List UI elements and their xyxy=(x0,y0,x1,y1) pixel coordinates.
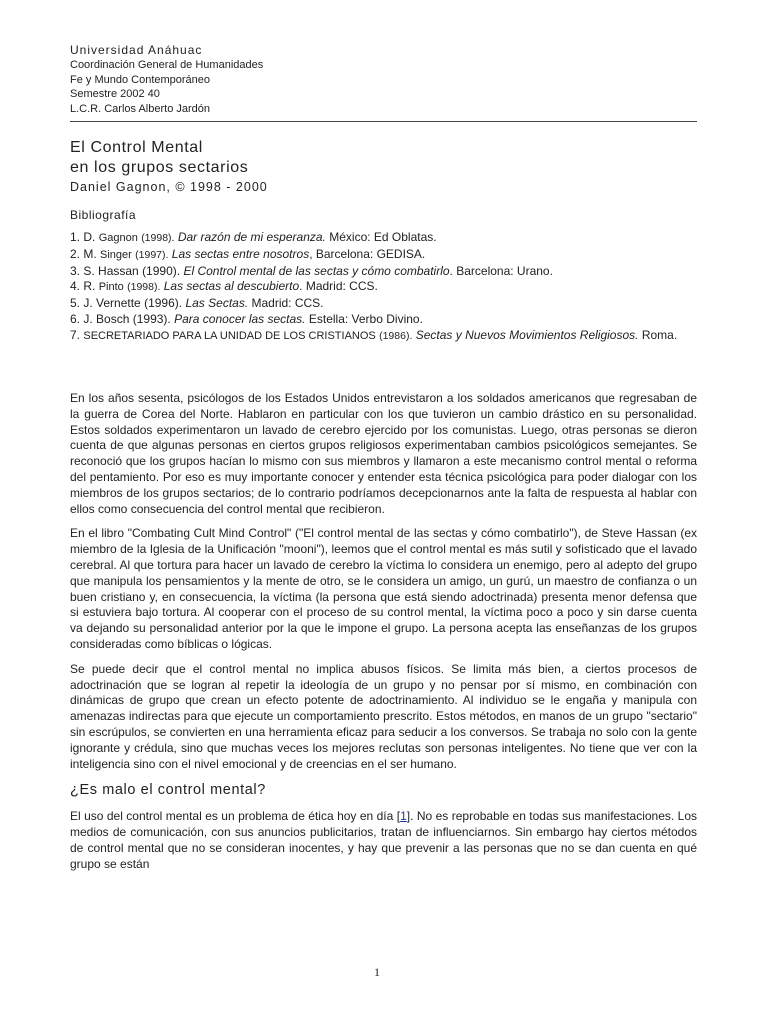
header-line: Semestre 2002 40 xyxy=(70,88,160,101)
bibliography-item: 5. J. Vernette (1996). Las Sectas. Madrid: CCS. xyxy=(70,296,324,311)
paragraph: Se puede decir que el control mental no implica abusos físicos. Se limita más bien, a ciertos procesos de adoctrinación que se logran al repetir la ideología de un grupo y no pensar por sí mismo, en combinación con dinámicas de grupo que crean un efecto potente de adoctrinamiento. Al individuo se le engaña y manipula con amenazas indirectas para que ejecute un comportamiento prescrito. Estos métodos, en manos de un grupo "sectario" sin escrúpulos, se convierten en una herramienta eficaz para seducir a los conversos. Se trabaja no solo con la gente ignorante y crédula, sino que muchas veces los mejores reclutas son personas inteligentes. No tiene que ver con la inteligencia sino con el nivel emocional y de creencias en el ser humano. xyxy=(70,661,697,771)
bibliography-item: 2. M. Singer (1997). Las sectas entre nosotros, Barcelona: GEDISA. xyxy=(70,246,426,261)
page-number: 1 xyxy=(374,965,380,979)
section-heading: ¿Es malo el control mental? xyxy=(70,782,266,799)
paragraph: En los años sesenta, psicólogos de los Estados Unidos entrevistaron a los soldados americanos que regresaban de la guerra de Corea del Norte. Hablaron en particular con los que tuvieron un cambio drástico en su personalidad. Estos soldados experimentaron un lavado de cerebro ejercido por los comunistas. Luego, otras personas se dieron cuenta de que algunas personas en ciertos grupos religiosos experimentaban cambios psicológicos semejantes. Se reconoció que los grupos hacían lo mismo con sus miembros y llamaron a este mecanismo control mental o reforma del pentamiento. Por eso es muy importante conocer y entender esta técnica psicológica para poder dialogar con los miembros de los grupos sectarios; de lo contrario podríamos decepcionarnos ante la falta de respuesta al hablar con ellos como consecuencia del control mental que recibieron. xyxy=(70,391,697,516)
author-line: Daniel Gagnon, © 1998 - 2000 xyxy=(70,180,268,194)
bibliography-item: 3. S. Hassan (1990). El Control mental de las sectas y cómo combatirlo. Barcelona: Urano. xyxy=(70,263,553,278)
bibliography-item: 1. D. Gagnon (1998). Dar razón de mi esperanza. México: Ed Oblatas. xyxy=(70,230,437,244)
bibliography-list xyxy=(70,230,697,345)
bibliography-item: 4. R. Pinto (1998). Las sectas al descubierto. Madrid: CCS. xyxy=(70,279,378,294)
header-divider xyxy=(70,121,697,122)
document-title xyxy=(70,138,248,178)
footnote-link[interactable]: 1 xyxy=(400,809,407,824)
document-header xyxy=(70,43,697,117)
header-line: Coordinación General de Humanidades xyxy=(70,58,264,71)
bibliography-heading: Bibliografía xyxy=(70,208,137,222)
header-line: L.C.R. Carlos Alberto Jardón xyxy=(70,103,211,116)
document-body xyxy=(70,391,697,882)
paragraph: El uso del control mental es un problema de ética hoy en día [1]. No es reprobable en todas sus manifestaciones. Los medios de comunicación, con sus anuncios publicitarios, tratan de influenciarnos. Sin embargo hay ciertos métodos de control mental que no se consideran inocentes, y hay que prevenir a las personas que no se dan cuenta en qué grupo se están xyxy=(70,809,698,871)
title-line: en los grupos sectarios xyxy=(70,159,249,176)
bibliography-item: 6. J. Bosch (1993). Para conocer las sectas. Estella: Verbo Divino. xyxy=(70,311,423,326)
institution-name: Universidad Anáhuac xyxy=(70,43,203,57)
paragraph: En el libro "Combating Cult Mind Control" ("El control mental de las sectas y cómo combatirlo"), de Steve Hassan (ex miembro de la Iglesia de la Unificación "mooni"), leemos que el control mental es más sutil y sofisticado que el lavado cerebral. Al que tortura para hacer un lavado de cerebro la víctima lo considera un enemigo, pero al adepto del grupo que manipula los pensamientos y la mente de otro, se le considera un amigo, un gurú, un maestro de confianza o un buen cristiano y, en consecuencia, la víctima (la persona que está siendo adoctrinada) presenta menor defensa que si estuviera bajo tortura. Al cooperar con el proceso de su control mental, la víctima poco a poco y sin darse cuenta va dejando su personalidad anterior por la que le impone el grupo. La persona acepta las enseñanzas de los grupos consideradas como bíblicas o lógicas. xyxy=(70,526,697,651)
title-line: El Control Mental xyxy=(70,139,203,156)
bibliography-item: 7. SECRETARIADO PARA LA UNIDAD DE LOS CRISTIANOS (1986). Sectas y Nuevos Movimientos Religiosos. Roma. xyxy=(70,327,678,342)
header-line: Fe y Mundo Contemporáneo xyxy=(70,73,211,86)
